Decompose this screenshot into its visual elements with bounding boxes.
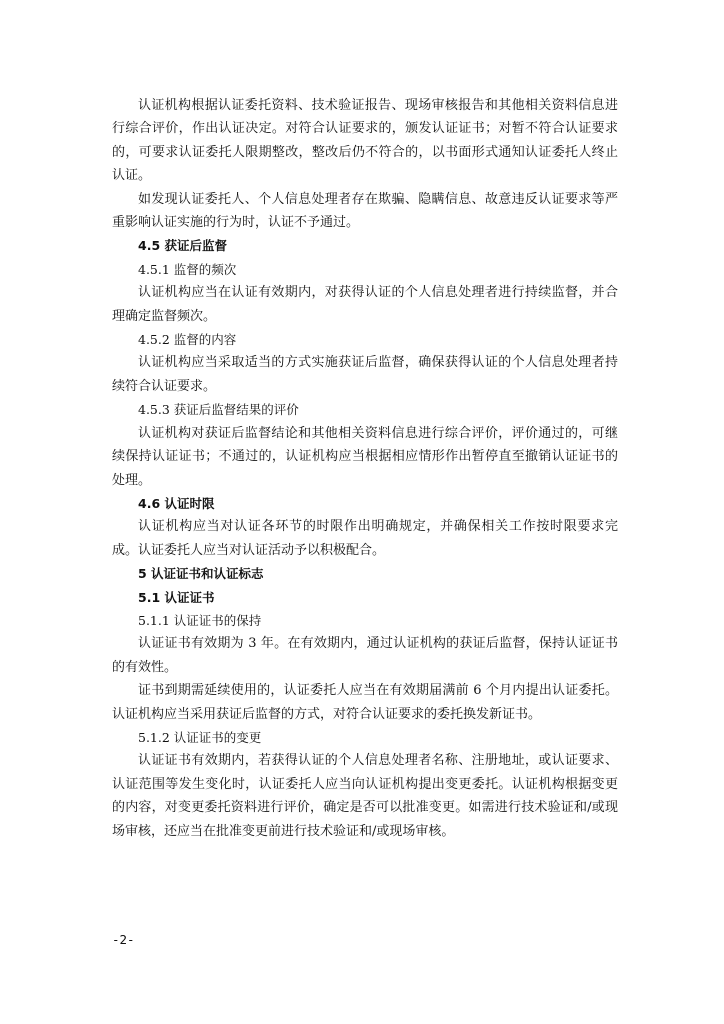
paragraph-supervision-evaluation: 认证机构对获证后监督结论和其他相关资料信息进行综合评价，评价通过的，可继续保持认证证书；不通过的，认证机构应当根据相应情形作出暂停直至撤销认证证书的处理。 — [112, 425, 618, 488]
heading-5-1: 5.1 认证证书 — [138, 589, 215, 605]
paragraph-certificate-renewal: 证书到期需延续使用的，认证委托人应当在有效期届满前 6 个月内提出认证委托。认证机构应当采用获证后监督的方式，对符合认证要求的委托换发新证书。 — [112, 683, 618, 722]
paragraph-supervision-content: 认证机构应当采取适当的方式实施获证后监督，确保获得认证的个人信息处理者持续符合认证要求。 — [112, 355, 618, 394]
paragraph-time-limits: 认证机构应当对认证各环节的时限作出明确规定，并确保相关工作按时限要求完成。认证委托人应当对认证活动予以积极配合。 — [112, 519, 618, 558]
paragraph-supervision-frequency: 认证机构应当在认证有效期内，对获得认证的个人信息处理者进行持续监督，并合理确定监督频次。 — [112, 285, 618, 324]
page-number: -2- — [112, 932, 135, 947]
paragraph-certificate-change: 认证证书有效期内，若获得认证的个人信息处理者名称、注册地址，或认证要求、认证范围等发生变化时，认证委托人应当向认证机构提出变更委托。认证机构根据变更的内容，对变更委托资料进行评价，确定是否可以批准变更。如需进行技术验证和/或现场审核，还应当在批准变更前进行技术验证和/或现场审核。 — [112, 753, 618, 839]
paragraph-fraud-clause: 如发现认证委托人、个人信息处理者存在欺骗、隐瞒信息、故意违反认证要求等严重影响认证实施的行为时，认证不予通过。 — [112, 191, 618, 231]
heading-5-1-2: 5.1.2 认证证书的变更 — [138, 729, 262, 745]
document-body — [112, 94, 618, 843]
heading-4-5-2: 4.5.2 监督的内容 — [138, 332, 237, 348]
heading-4-5: 4.5 获证后监督 — [138, 238, 227, 254]
heading-4-5-1: 4.5.1 监督的频次 — [138, 261, 237, 277]
paragraph-certification-decision: 认证机构根据认证委托资料、技术验证报告、现场审核报告和其他相关资料信息进行综合评价，作出认证决定。对符合认证要求的，颁发认证证书；对暂不符合认证要求的，可要求认证委托人限期整改，整改后仍不符合的，以书面形式通知认证委托人终止认证。 — [112, 98, 618, 184]
heading-4-5-3: 4.5.3 获证后监督结果的评价 — [138, 402, 299, 418]
heading-5-1-1: 5.1.1 认证证书的保持 — [138, 612, 262, 628]
heading-5: 5 认证证书和认证标志 — [138, 566, 264, 582]
heading-4-6: 4.6 认证时限 — [138, 495, 215, 511]
paragraph-certificate-validity: 认证证书有效期为 3 年。在有效期内，通过认证机构的获证后监督，保持认证证书的有效性。 — [112, 636, 618, 675]
